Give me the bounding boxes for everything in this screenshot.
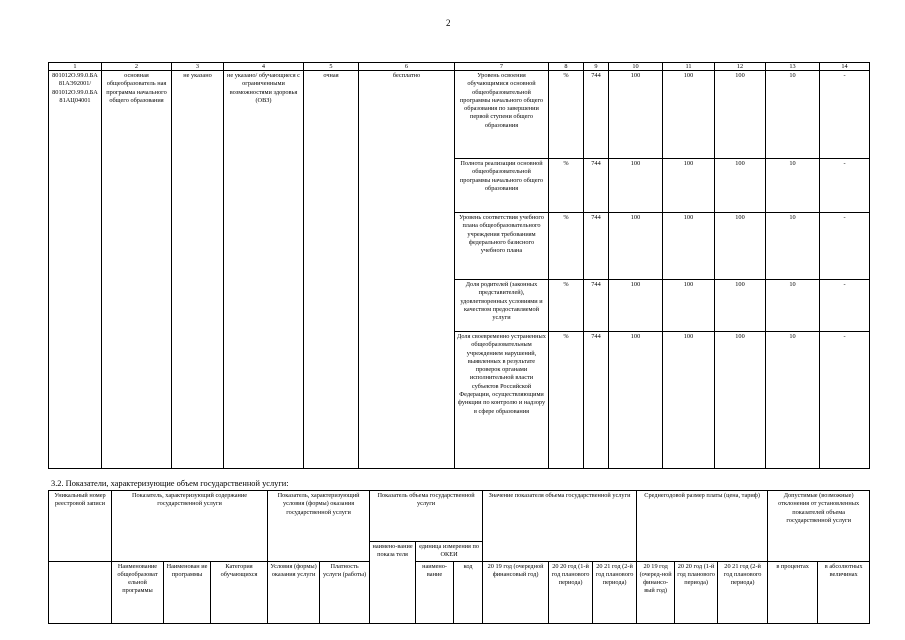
indicator-okei: 744	[584, 213, 609, 280]
content-c3: не указано	[172, 71, 224, 469]
header-row	[49, 491, 870, 542]
indicator-value-1: 100	[609, 332, 663, 469]
section-title: 3.2. Показатели, характеризующие объем государственной услуги:	[51, 479, 289, 488]
indicator-deviation: 10	[766, 280, 820, 332]
indicator-value-3: 100	[715, 71, 766, 159]
col-num: 9	[584, 63, 609, 71]
col-num: 10	[609, 63, 663, 71]
indicator-name: Доля своевременно устраненных общеобразовательным учреждением нарушений, выявленных в результате проверок органами исполнительной власти субъектов Российской Федерации, осуществляющими функции по контролю и надзору в сфере образования	[455, 332, 549, 469]
header-price-year-2: 20 20 год (1-й год планового периода)	[675, 561, 718, 623]
header-form-1: Условия (формы) оказания услуги	[268, 561, 320, 623]
header-row	[49, 561, 870, 581]
indicator-okei: 744	[584, 332, 609, 469]
indicator-unit: %	[549, 159, 584, 213]
indicator-value-3: 100	[715, 332, 766, 469]
indicator-deviation: 10	[766, 332, 820, 469]
indicator-okei: 744	[584, 280, 609, 332]
program-name: основная общеобразователь ная программа начального общего образования	[102, 71, 172, 469]
registry-code: 801012О.99.0.БА81АЭ92001/ 801012О.99.0.БА81АЦ04001	[49, 71, 102, 469]
indicator-value-2: 100	[663, 213, 715, 280]
header-volume: Показатель объема государственной услуги	[370, 491, 483, 542]
header-value: Значение показателя объема государственной услуги	[483, 491, 637, 562]
header-price-year-1: 20 19 год (очеред-ной финансо-вый год)	[637, 561, 675, 623]
form-of-study: очная	[304, 71, 359, 469]
payment-type: бесплатно	[359, 71, 455, 469]
col-num: 12	[715, 63, 766, 71]
indicator-deviation: 10	[766, 71, 820, 159]
header-form-2: Платность услуги (работы)	[320, 561, 370, 623]
indicator-okei: 744	[584, 71, 609, 159]
header-content-3: Категория обучающихся	[211, 561, 268, 623]
indicator-value-3: 100	[715, 159, 766, 213]
indicator-okei: 744	[584, 159, 609, 213]
indicator-name: Уровень освоения обучающимися основной общеобразовательной программы начального общего образования по завершении первой ступени общего образования	[455, 71, 549, 159]
col-num: 1	[49, 63, 102, 71]
col-num: 6	[359, 63, 455, 71]
indicator-value-1: 100	[609, 159, 663, 213]
indicator-value-1: 100	[609, 213, 663, 280]
header-unique-number: Уникальный номер реестровой записи	[49, 491, 112, 562]
indicator-value-2: 100	[663, 280, 715, 332]
col-num: 8	[549, 63, 584, 71]
indicator-value-1: 100	[609, 280, 663, 332]
indicator-abs: -	[820, 71, 870, 159]
col-num: 4	[224, 63, 304, 71]
indicator-value-3: 100	[715, 213, 766, 280]
header-volume-name: наимено-вание показа теля	[370, 542, 416, 624]
indicator-name: Уровень соответствия учебного плана общеобразовательного учреждения требованиям федерального базисного учебного плана	[455, 213, 549, 280]
indicator-value-2: 100	[663, 71, 715, 159]
page-number: 2	[446, 18, 451, 28]
header-value-year-2: 20 20 год (1-й год планового периода)	[549, 561, 593, 623]
indicator-name: Полнота реализации основной общеобразовательной программы начального общего образования	[455, 159, 549, 213]
header-volume-unit: единица измерения по ОКЕИ	[416, 542, 483, 562]
quality-indicators-table	[48, 62, 870, 469]
header-content-1: Наименование общеобразоват ельной программы	[112, 561, 164, 623]
col-num: 14	[820, 63, 870, 71]
volume-indicators-table	[48, 490, 870, 624]
header-deviation-absolute: в абсолютных величинах	[818, 561, 870, 623]
header-content-2: Наименован ие программы	[164, 561, 211, 623]
header-unique-number-cont	[49, 561, 112, 623]
col-num: 2	[102, 63, 172, 71]
indicator-abs: -	[820, 159, 870, 213]
indicator-name: Доля родителей (законных представителей), удовлетворенных условиями и качеством предоставляемой услуги	[455, 280, 549, 332]
col-num: 13	[766, 63, 820, 71]
header-price-year-3: 20 21 год (2-й год планового периода)	[718, 561, 768, 623]
indicator-value-1: 100	[609, 71, 663, 159]
indicator-deviation: 10	[766, 213, 820, 280]
indicator-value-3: 100	[715, 280, 766, 332]
header-deviation-percent: в процентах	[768, 561, 818, 623]
header-unit-name: наимено-вание	[416, 561, 454, 623]
header-value-year-3: 20 21 год (2-й год планового периода)	[593, 561, 637, 623]
column-numbers-row	[49, 63, 870, 71]
header-value-year-1: 20 19 год (очередной финансовый год)	[483, 561, 549, 623]
table-row	[49, 71, 870, 159]
header-content: Показатель, характеризующий содержание государственной услуги	[112, 491, 268, 562]
indicator-abs: -	[820, 213, 870, 280]
col-num: 11	[663, 63, 715, 71]
indicator-unit: %	[549, 71, 584, 159]
indicator-unit: %	[549, 280, 584, 332]
indicator-abs: -	[820, 280, 870, 332]
content-c4: не указано/ обучающиеся с ограниченными возможностями здоровья (ОВЗ)	[224, 71, 304, 469]
col-num: 5	[304, 63, 359, 71]
header-deviation: Допустимые (возможные) отклонения от установленных показателей объема государственной услуги	[768, 491, 870, 562]
indicator-deviation: 10	[766, 159, 820, 213]
indicator-abs: -	[820, 332, 870, 469]
header-unit-code: код	[454, 561, 483, 623]
indicator-unit: %	[549, 213, 584, 280]
indicator-value-2: 100	[663, 332, 715, 469]
indicator-unit: %	[549, 332, 584, 469]
header-price: Среднегодовой размер платы (цена, тариф)	[637, 491, 768, 562]
header-conditions: Показатель, характеризующий условия (формы) оказания государственной услуги	[268, 491, 370, 562]
col-num: 7	[455, 63, 549, 71]
indicator-value-2: 100	[663, 159, 715, 213]
col-num: 3	[172, 63, 224, 71]
